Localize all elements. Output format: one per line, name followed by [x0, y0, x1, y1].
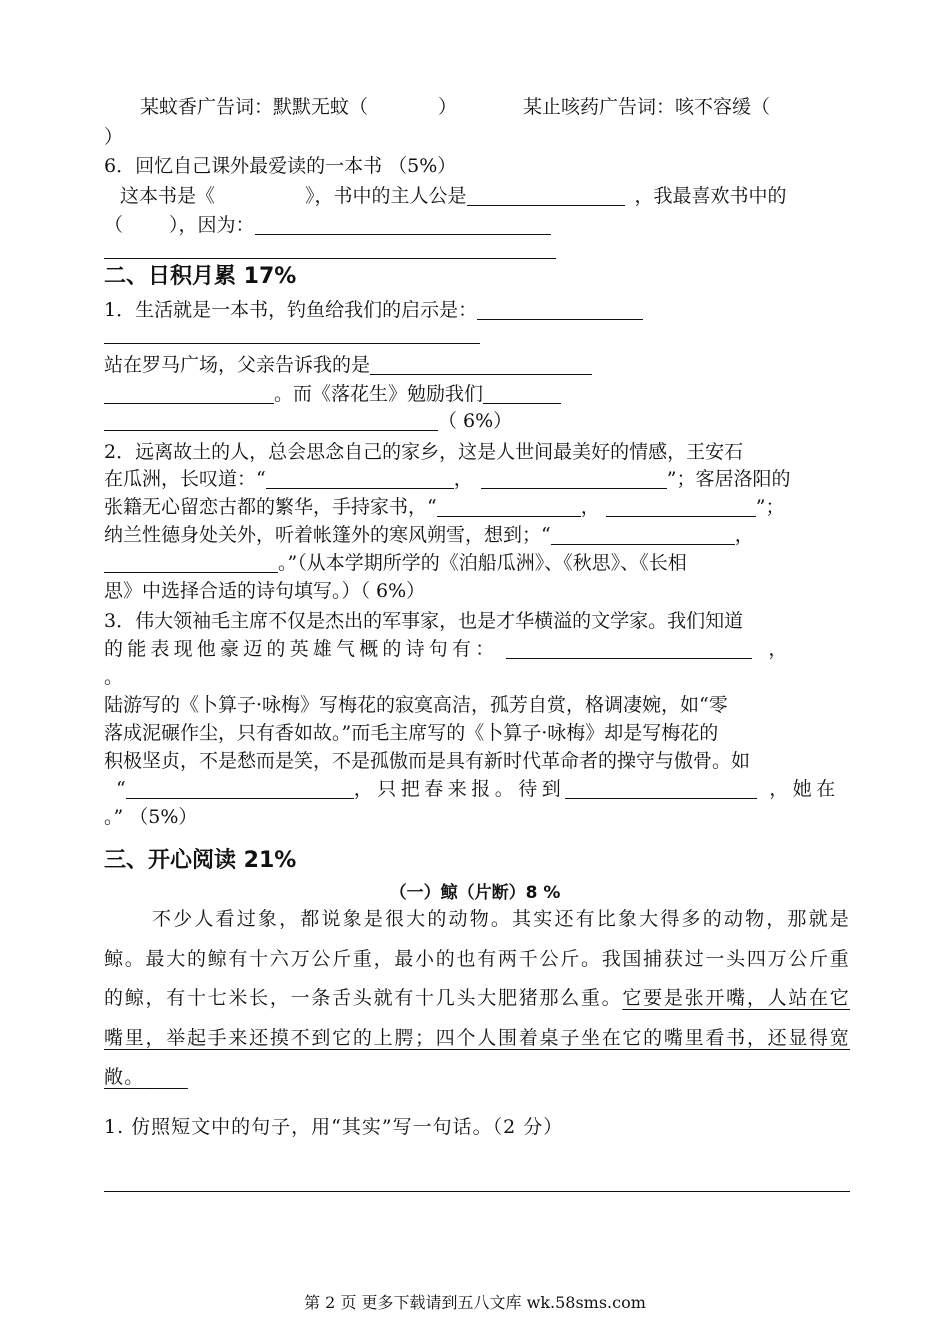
s2-q1-line4	[104, 406, 850, 436]
s2-q1-peanut: 。而《落花生》勉励我们	[274, 383, 484, 405]
s2-q2-line4	[104, 520, 850, 550]
whale-passage	[104, 900, 850, 1098]
s2-q3-line3: 。	[104, 666, 124, 688]
ad-cough-label: 某止咳药广告词：咳不容缓（	[523, 96, 771, 118]
s2-q2-wanganshi: 在瓜洲，长叹道：“	[104, 468, 266, 490]
s3-q1: 1. 仿照短文中的句子，用“其实”写一句话。（2 分）	[104, 1116, 564, 1138]
s2-q2-line3	[104, 492, 850, 522]
s2-q2-line2	[104, 464, 850, 494]
poem-blank-2[interactable]	[481, 468, 667, 489]
passage-underlined: 它要是张开嘴，人站在它嘴里，举起手来还摸不到它的上腭；四个人围着桌子坐在它的嘴里看书，还显得宽敞。	[104, 987, 850, 1088]
q6-book-end: 》，书中的主人公是	[305, 185, 467, 207]
plum-blank-1[interactable]	[126, 778, 354, 799]
s2-q2-line5	[104, 548, 850, 578]
rome-blank-cont[interactable]	[104, 383, 274, 404]
s2-q3-line6: 积极坚贞，不是愁而是笑，不是孤傲而是具有新时代革命者的操守与傲骨。如	[104, 750, 751, 772]
open-quote: “	[116, 778, 126, 800]
fishing-blank[interactable]	[477, 299, 643, 320]
s2-q3-line1: 3．伟大领袖毛主席不仅是杰出的军事家，也是才华横溢的文学家。我们知道	[104, 610, 744, 632]
poem-blank-1[interactable]	[266, 468, 454, 489]
q6-because-label: ），因为：	[169, 214, 255, 236]
s2-q2-luoyang: ”；客居洛阳的	[666, 468, 791, 490]
poem-blank-5[interactable]	[551, 524, 735, 545]
s2-q3-line2	[104, 634, 850, 664]
peanut-blank[interactable]	[483, 383, 561, 404]
comma-1: ，	[453, 468, 473, 490]
poem-blank-6[interactable]	[104, 552, 278, 573]
s2-q2-line1: 2．远离故土的人，总会思念自己的家乡，这是人世间最美好的情感，王安石	[104, 441, 744, 463]
passage-text: 不少人看过象，都说象是很大的动物。其实还有比象大得多的动物，那就是鲸。最大的鲸有十六万公斤重，最小的也有两千公斤。我国捕获过一头四万公斤重的鲸，有十七米长，一条舌头就有十几头大肥猪那么重。	[104, 908, 850, 1009]
rome-blank[interactable]	[370, 354, 592, 375]
section3-heading: 三、开心阅读 21%	[104, 848, 297, 873]
s2-q3-line4: 陆游写的《卜算子·咏梅》写梅花的寂寞高洁，孤芳自赏，格调凄婉，如“零	[104, 694, 728, 716]
ad-line-wrap	[104, 122, 850, 152]
protagonist-blank[interactable]	[467, 185, 625, 206]
s2-q1-line1	[104, 295, 850, 325]
comma-3: ，	[734, 524, 754, 546]
poem-blank-4[interactable]	[606, 496, 756, 517]
s2-q2-nalan: 纳兰性德身处关外，听着帐篷外的寒风朔雪，想到；“	[104, 524, 551, 546]
s2-q3-line8: 。” （5%）	[104, 806, 198, 828]
ad-line	[104, 92, 850, 122]
s2-q3-line5: 落成泥碾作尘，只有香如故。”而毛主席写的《卜算子·咏梅》却是写梅花的	[104, 722, 719, 744]
reading-title: （一）鲸（片断）8 %	[389, 883, 561, 903]
page-footer: 第 2 页 更多下载请到五八文库 wk.58sms.com	[304, 1293, 646, 1312]
q6-line2	[104, 210, 850, 240]
s2-q3-prompt: 的能表现他豪迈的英雄气概的诗句有：	[104, 638, 499, 660]
s3-q1-answer-line[interactable]	[104, 1191, 850, 1192]
q6-book-label: 这本书是《	[120, 185, 216, 207]
s2-q2-zhangji: 张籍无心留恋古都的繁华，手持家书，“	[104, 496, 437, 518]
s2-q3-line7	[104, 774, 850, 804]
answer-line[interactable]	[104, 258, 556, 259]
close-quote-1: ”；	[755, 496, 785, 518]
paren-close-wrap: ）	[104, 126, 124, 148]
s2-q3-she: ，她在	[769, 778, 840, 800]
comma-4: ，	[768, 638, 788, 660]
q6-paren-open: （	[104, 214, 124, 236]
s2-q1-line2	[104, 350, 850, 380]
fishing-blank-cont[interactable]	[104, 343, 480, 344]
q6-title: 6．回忆自己课外最爱读的一本书 （5%）	[104, 155, 457, 177]
q6-like-label: ，我最喜欢书中的	[634, 185, 787, 207]
ad-mosquito-label: 某蚊香广告词：默默无蚊（	[140, 96, 369, 118]
plum-blank-2[interactable]	[565, 778, 757, 799]
paren-close: ）	[438, 96, 458, 118]
s2-q1-rome: 站在罗马广场，父亲告诉我的是	[104, 354, 371, 376]
s2-q2-source: 。”（从本学期所学的《泊船瓜洲》、《秋思》、《长相	[278, 552, 687, 574]
comma-2: ，	[580, 496, 600, 518]
peanut-blank-cont[interactable]	[104, 410, 438, 431]
poem-blank-3[interactable]	[437, 496, 581, 517]
s2-q1-prompt: 1．生活就是一本书，钓鱼给我们的启示是：	[104, 299, 478, 321]
mao-poem-blank[interactable]	[506, 638, 752, 659]
s2-q1-score: （ 6%）	[438, 410, 513, 432]
s2-q1-line3	[104, 379, 850, 409]
s2-q3-spring: ，只把春来报。待到	[353, 778, 566, 800]
q6-line1	[104, 181, 850, 211]
section2-heading: 二、日积月累 17%	[104, 264, 297, 289]
because-blank[interactable]	[255, 214, 551, 235]
s2-q2-line6: 思》中选择合适的诗句填写。）（ 6%）	[104, 580, 426, 602]
